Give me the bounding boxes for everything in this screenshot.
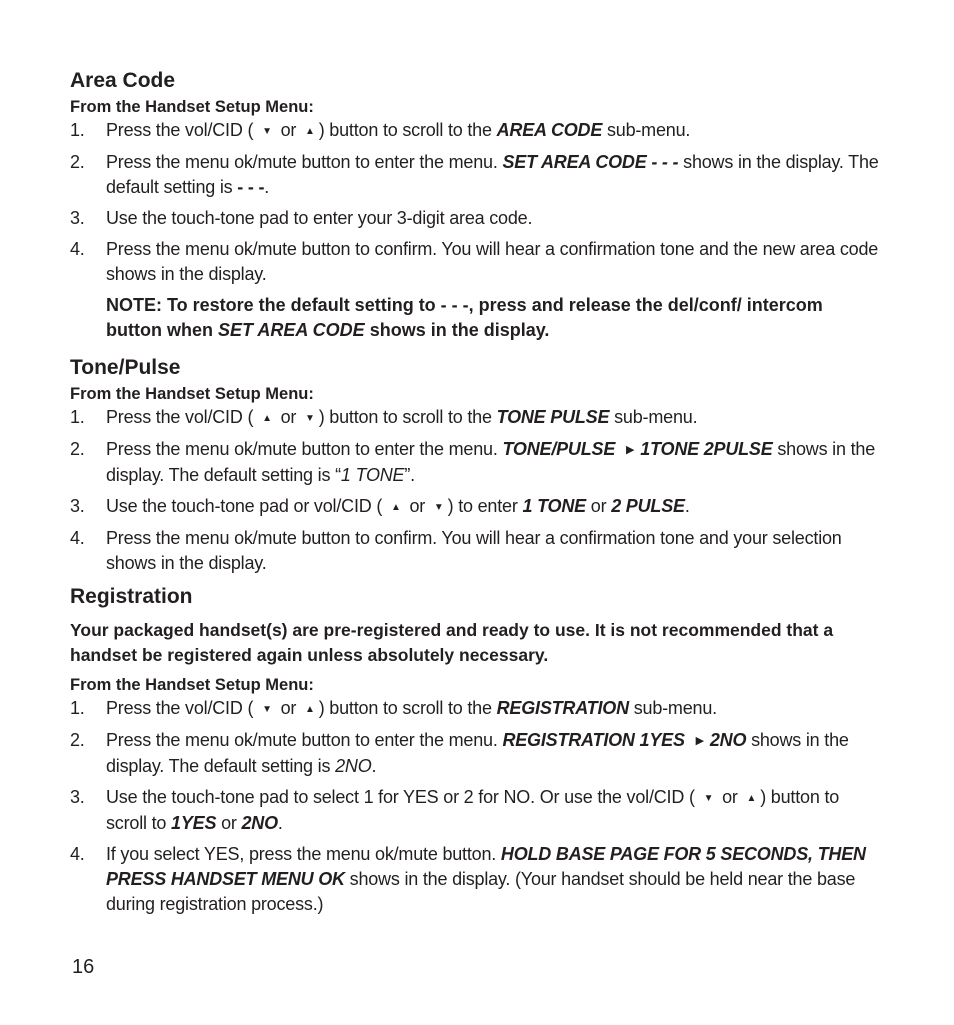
list-item: 4. If you select YES, press the menu ok/mute button. HOLD BASE PAGE FOR 5 SECONDS, THEN PRESS HANDSET MENU OK shows in the display. (Your handset should be held near the base during registration process.) xyxy=(70,844,866,914)
list-item: 2. Press the menu ok/mute button to enter the menu. SET AREA CODE - - - shows in the display. The default setting is - - -. xyxy=(70,152,879,197)
step-number: 3. xyxy=(70,208,85,228)
area-code-menu-label: From the Handset Setup Menu: xyxy=(70,98,314,116)
area-code-steps xyxy=(70,118,880,287)
step-number: 2. xyxy=(70,730,85,750)
right-arrow-icon: ▶ xyxy=(625,444,635,456)
step-number: 2. xyxy=(70,439,85,459)
step-number: 1. xyxy=(70,120,85,140)
list-item: 1. Press the vol/CID ( ▼ or ▲ ) button to scroll to the AREA CODE sub-menu. xyxy=(70,118,880,144)
up-arrow-icon: ▲ xyxy=(305,704,315,715)
up-arrow-icon: ▲ xyxy=(390,502,401,513)
up-arrow-icon: ▲ xyxy=(746,793,757,804)
list-item: 3. Use the touch-tone pad to select 1 for YES or 2 for NO. Or use the vol/CID ( ▼ or ▲ ) button to scroll to 1YES or 2NO. xyxy=(70,787,840,833)
list-item: 2. Press the menu ok/mute button to enter the menu. REGISTRATION 1YES ▶ 2NO shows in the display. The default setting is 2NO. xyxy=(70,730,849,776)
registration-heading: Registration xyxy=(70,585,193,608)
step-number: 4. xyxy=(70,528,85,548)
step-number: 3. xyxy=(70,787,85,807)
tone-pulse-heading: Tone/Pulse xyxy=(70,356,181,379)
down-arrow-icon: ▼ xyxy=(305,413,315,424)
registration-menu-label: From the Handset Setup Menu: xyxy=(70,676,314,694)
page-number: 16 xyxy=(72,956,95,978)
down-arrow-icon: ▼ xyxy=(703,793,714,804)
area-code-heading: Area Code xyxy=(70,69,176,92)
area-code-note: NOTE: To restore the default setting to - - -, press and release the del/conf/ intercom button when SET AREA CODE shows in the display. xyxy=(106,295,823,340)
up-arrow-icon: ▲ xyxy=(262,413,272,424)
list-item: 2. Press the menu ok/mute button to enter the menu. TONE/PULSE ▶ 1TONE 2PULSE shows in the display. The default setting is “1 TONE”. xyxy=(70,439,876,485)
down-arrow-icon: ▼ xyxy=(262,704,272,715)
page-content xyxy=(70,66,880,923)
list-item: 1. Press the vol/CID ( ▲ or ▼ ) button to scroll to the TONE PULSE sub-menu. xyxy=(70,405,880,431)
list-item: 4. Press the menu ok/mute button to confirm. You will hear a confirmation tone and your selection shows in the display. xyxy=(70,528,842,573)
registration-steps xyxy=(70,696,880,917)
up-arrow-icon: ▲ xyxy=(305,126,315,137)
list-item: 3. Use the touch-tone pad or vol/CID ( ▲ or ▼ ) to enter 1 TONE or 2 PULSE. xyxy=(70,494,880,520)
list-item: 3. Use the touch-tone pad to enter your 3-digit area code. xyxy=(70,206,880,231)
down-arrow-icon: ▼ xyxy=(433,502,444,513)
step-number: 4. xyxy=(70,239,85,259)
step-number: 1. xyxy=(70,407,85,427)
registration-warning: Your packaged handset(s) are pre-registered and ready to use. It is not recommended that a handset be registered again unless absolutely necessary. xyxy=(70,620,834,665)
down-arrow-icon: ▼ xyxy=(262,126,272,137)
list-item: 1. Press the vol/CID ( ▼ or ▲ ) button to scroll to the REGISTRATION sub-menu. xyxy=(70,696,880,722)
tone-pulse-steps xyxy=(70,405,880,576)
step-number: 3. xyxy=(70,496,85,516)
step-number: 4. xyxy=(70,844,85,864)
right-arrow-icon: ▶ xyxy=(695,735,704,747)
tone-pulse-menu-label: From the Handset Setup Menu: xyxy=(70,385,314,403)
step-number: 1. xyxy=(70,698,85,718)
step-number: 2. xyxy=(70,152,85,172)
list-item: 4. Press the menu ok/mute button to confirm. You will hear a confirmation tone and the new area code shows in the display. xyxy=(70,239,879,284)
